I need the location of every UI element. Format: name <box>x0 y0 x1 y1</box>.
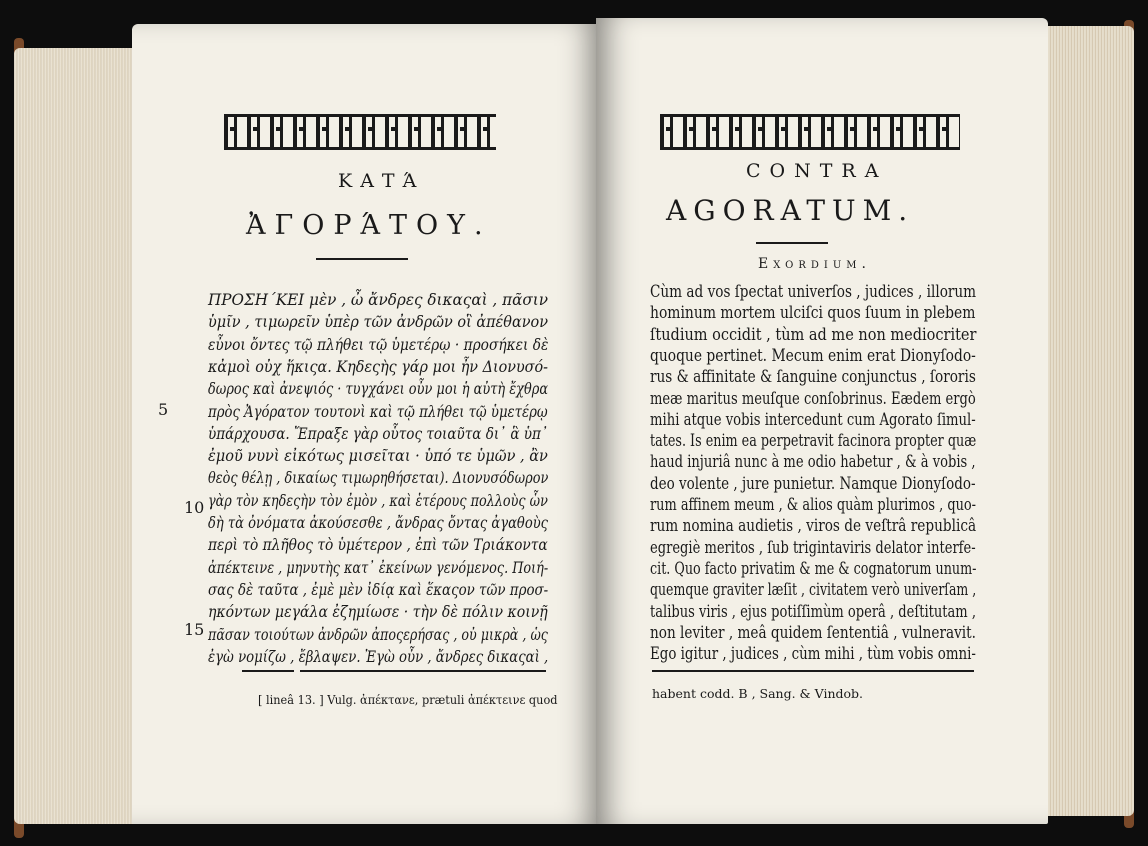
footnote-rule-long <box>300 670 546 672</box>
greek-text-line: θεὸς θέλῃ , δικαίως τιμωρηθήσεται). Διονυσόδωρον <box>208 468 549 488</box>
greek-text-line: ἀπέκτεινε , μηνυτὴς κατ᾽ ἐκείνων γενόμενος. Ποιή- <box>208 557 549 577</box>
greek-text-line: γὰρ τὸν κηδεςὴν τὸν ἐμὸν , καὶ ἑτέρους πολλοὺς ὧν <box>208 490 548 510</box>
greek-text-line: ΠΡΟΣΗ΄ΚΕΙ μὲν , ὦ ἄνδρες δικαςαὶ , πᾶσιν <box>208 290 549 309</box>
title-rule <box>316 258 408 260</box>
latin-text-line: non leviter , meâ quidem ſententiâ , vulneravit. <box>650 622 976 642</box>
ornament-band <box>224 114 496 150</box>
title-rule <box>756 242 828 244</box>
ornament-band <box>660 114 960 150</box>
latin-text-line: cit. Quo facto privatim & me & cognatorum unum- <box>650 558 977 578</box>
greek-title-line1: ΚΑΤΆ <box>338 170 425 192</box>
footnote-text: [ lineâ 13. ] Vulg. ἀπέκτανε, prætuli ἀπέκτεινε quod <box>258 692 558 707</box>
greek-text-line: σας δὲ ταῦτα , ἐμὲ μὲν ἰδίᾳ καὶ ἕκαςον τῶν προσ- <box>208 579 549 599</box>
line-number: 15 <box>184 620 205 639</box>
latin-text-line: tates. Is enim ea perpetravit facinora propter quæ <box>650 431 977 451</box>
latin-title-line1: CONTRA <box>746 160 888 182</box>
greek-text-line: ηκόντων μεγάλα ἐζημίωσε · τὴν δὲ πόλιν κοινῇ <box>208 602 548 622</box>
greek-text-line: ἐμοῦ νυνὶ εἰκότως μισεῖται · ὑπό τε ὑμῶν , ἂν <box>208 446 548 466</box>
greek-text-line: ὑπάρχουσα. Ἔπραξε γὰρ οὗτος τοιαῦτα δι᾽ ἃ ὑπ᾽ <box>208 423 548 443</box>
greek-text-line: ὑμῖν , τιμωρεῖν ὑπὲρ τῶν ἀνδρῶν οἳ ἀπέθανον <box>208 312 548 332</box>
latin-text-line: Ego igitur , judices , cùm mihi , tùm vobis omni- <box>650 644 976 664</box>
latin-text-line: deo volente , jure punietur. Namque Dionyſodo- <box>650 473 976 493</box>
latin-text-line: rum nomina audietis , viros de veſtrâ republicâ <box>650 516 977 536</box>
latin-text-line: Cùm ad vos ſpectat univerſos , judices , illorum <box>650 282 977 301</box>
greek-text-line: πᾶσαν τοιούτων ἀνδρῶν ἀποςερήσας , οὐ μικρὰ , ὡς <box>208 624 548 644</box>
latin-title-line2: AGORATUM. <box>666 194 915 227</box>
greek-text-line: εὖνοι ὄντες τῷ πλήθει τῷ ὑμετέρῳ · προσήκει δὲ <box>208 334 549 354</box>
page-edges-left <box>14 48 136 824</box>
page-edges-right <box>1044 26 1134 816</box>
open-book <box>14 14 1134 834</box>
greek-text-line: ἐγὼ νομίζω , ἔβλαψεν. Ἐγὼ οὖν , ἄνδρες δικαςαὶ , <box>208 646 549 666</box>
latin-text-line: quoque pertinet. Mecum enim erat Dionyſodo- <box>650 345 976 365</box>
latin-text-line: meæ maritus meuſque conſobrinus. Eædem ergò <box>650 388 976 408</box>
footnote-rule-short <box>242 670 294 672</box>
line-number: 10 <box>184 498 205 517</box>
latin-text-line: mihi atque vobis intercedunt cum Agorato ſimul- <box>650 409 976 429</box>
section-heading: Exordium. <box>758 256 871 272</box>
right-page <box>596 18 1048 824</box>
greek-text-line: δωρος καὶ ἀνεψιός · τυγχάνει οὖν μοι ἡ αὐτὴ ἔχθρα <box>208 379 549 399</box>
latin-text-line: talibus viris , ejus potiſſimùm operâ , deſtitutam , <box>650 601 976 621</box>
latin-text-line: rus & affinitate & ſanguine conjunctus , ſororis <box>650 367 976 387</box>
line-number: 5 <box>158 400 169 419</box>
greek-text-line: πρὸς Ἀγόρατον τουτονὶ καὶ τῷ πλήθει τῷ ὑμετέρῳ <box>208 401 548 421</box>
latin-text-line: quemque graviter læſit , civitatem verò univerſam , <box>650 580 977 600</box>
greek-text-line: περὶ τὸ πλῆθος τὸ ὑμέτερον , ἐπὶ τῶν Τριάκοντα <box>208 535 548 555</box>
footnote-text: habent codd. B , Sang. & Vindob. <box>652 686 864 701</box>
greek-text-line: δὴ τὰ ὀνόματα ἀκούσεσθε , ἄνδρας ὄντας ἀγαθοὺς <box>208 513 549 532</box>
footnote-rule <box>652 670 974 672</box>
latin-text-line: ſtudium occidit , tùm ad me non mediocriter <box>650 324 977 344</box>
greek-title-line2: ἈΓΟΡΆΤΟΥ. <box>246 210 492 241</box>
latin-text-line: egregiè meritos , ſub trigintaviris delator interfe- <box>650 537 976 557</box>
left-page <box>132 24 600 824</box>
latin-text-line: rum affinem meum , & alios quàm plurimos , quo- <box>650 495 977 514</box>
latin-text-line: haud injuriâ nunc à me odio habetur , & à vobis , <box>650 452 976 472</box>
greek-text-line: κἀμοὶ οὐχ ἥκιςα. Κηδεςὴς γάρ μοι ἦν Διονυσό- <box>208 356 548 376</box>
latin-text-line: hominum mortem ulciſci quos ſuum in plebem <box>650 303 976 323</box>
